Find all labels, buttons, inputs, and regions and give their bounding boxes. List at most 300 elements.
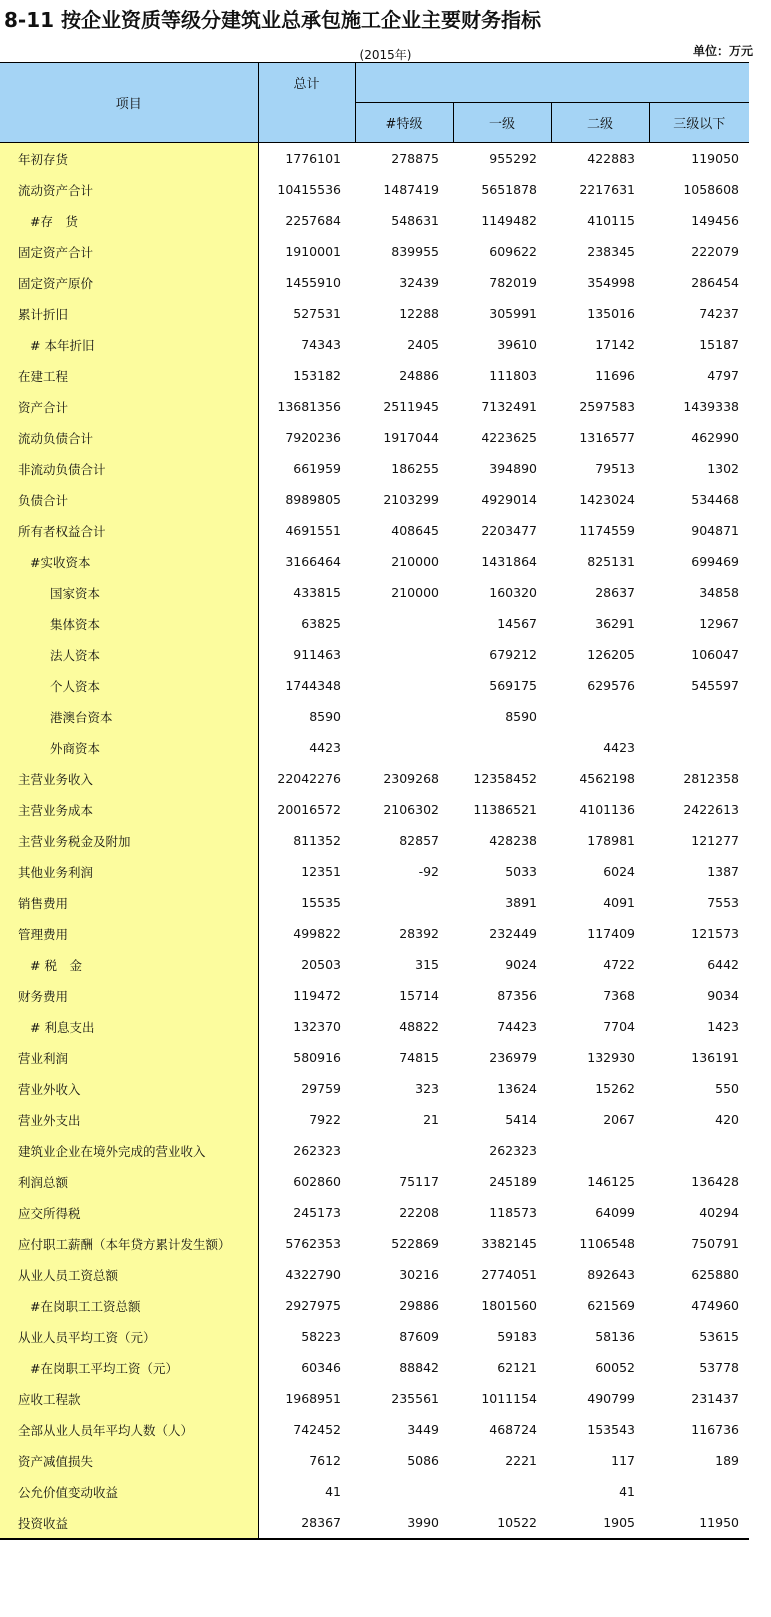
row-value: 74423: [497, 1019, 537, 1034]
row-value: 24886: [399, 368, 439, 383]
row-value: 126205: [587, 647, 635, 662]
row-value: 12351: [301, 864, 341, 879]
row-value: 116736: [691, 1422, 739, 1437]
row-value: 136191: [691, 1050, 739, 1065]
row-label: # 利息支出: [0, 1011, 258, 1042]
row-value: 679212: [489, 647, 537, 662]
row-value: 11696: [595, 368, 635, 383]
row-value: 262323: [293, 1143, 341, 1158]
row-value: 428238: [489, 833, 537, 848]
row-value: 1439338: [683, 399, 739, 414]
row-label: 流动负债合计: [0, 422, 258, 453]
row-label: 营业外支出: [0, 1104, 258, 1135]
table-row: [0, 701, 749, 732]
table-row: [0, 887, 749, 918]
row-value: 41: [619, 1484, 635, 1499]
row-value: 4423: [603, 740, 635, 755]
row-value: 2067: [603, 1112, 635, 1127]
row-value: 5033: [505, 864, 537, 879]
row-value: 88842: [399, 1360, 439, 1375]
row-value: 1917044: [383, 430, 439, 445]
row-value: 1011154: [481, 1391, 537, 1406]
table-row: [0, 1135, 749, 1166]
row-value: 121277: [691, 833, 739, 848]
year-label: (2015年): [359, 48, 412, 62]
table-row: [0, 391, 749, 422]
row-value: 4322790: [285, 1267, 341, 1282]
row-value: 8590: [505, 709, 537, 724]
header-level-special: #特级: [355, 103, 453, 143]
row-value: 3891: [505, 895, 537, 910]
row-value: 17142: [595, 337, 635, 352]
row-value: 2597583: [579, 399, 635, 414]
row-value: 41: [325, 1484, 341, 1499]
header-total: 总计: [258, 63, 355, 103]
row-value: 548631: [391, 213, 439, 228]
table-row: [0, 1321, 749, 1352]
row-value: [355, 670, 453, 701]
table-body: [0, 143, 749, 1540]
table-row: [0, 267, 749, 298]
row-value: [355, 887, 453, 918]
row-value: 1905: [551, 1507, 649, 1539]
row-label: 主营业务成本: [0, 794, 258, 825]
row-value: 839955: [391, 244, 439, 259]
row-value: 4423: [309, 740, 341, 755]
table-row: [0, 1414, 749, 1445]
table-row: [0, 174, 749, 205]
row-value: 1174559: [579, 523, 635, 538]
table-row: [0, 856, 749, 887]
row-value: 6024: [603, 864, 635, 879]
table-row: [0, 1507, 749, 1539]
row-value: 2257684: [285, 213, 341, 228]
row-value: 12358452: [473, 771, 537, 786]
row-value: 1058608: [683, 182, 739, 197]
row-value: 74343: [301, 337, 341, 352]
row-value: 63825: [301, 616, 341, 631]
row-value: 106047: [691, 647, 739, 662]
row-value: 1106548: [579, 1236, 635, 1251]
row-value: 4797: [707, 368, 739, 383]
table-row: [0, 763, 749, 794]
row-value: 13624: [497, 1081, 537, 1096]
row-value: 1801560: [481, 1298, 537, 1313]
row-value: 245189: [489, 1174, 537, 1189]
row-value: 232449: [489, 926, 537, 941]
row-value: 21: [423, 1112, 439, 1127]
row-value: 10415536: [277, 182, 341, 197]
row-value: [649, 701, 749, 732]
row-value: 625880: [691, 1267, 739, 1282]
row-value: 699469: [691, 554, 739, 569]
row-value: 87609: [399, 1329, 439, 1344]
row-value: 111803: [489, 368, 537, 383]
row-value: 34858: [699, 585, 739, 600]
row-label: 非流动负债合计: [0, 453, 258, 484]
row-value: 433815: [293, 585, 341, 600]
row-value: 14567: [497, 616, 537, 631]
table-row: [0, 949, 749, 980]
row-value: [453, 732, 551, 763]
row-value: 20503: [301, 957, 341, 972]
row-value: 911463: [293, 647, 341, 662]
row-value: 53778: [699, 1360, 739, 1375]
row-value: 15535: [301, 895, 341, 910]
table-row: [0, 639, 749, 670]
table-row: [0, 1166, 749, 1197]
row-value: 64099: [595, 1205, 635, 1220]
row-value: 117409: [587, 926, 635, 941]
table-row: [0, 577, 749, 608]
row-value: 48822: [399, 1019, 439, 1034]
row-label: 集体资本: [0, 608, 258, 639]
row-value: 119050: [691, 151, 739, 166]
row-label: 应付职工薪酬（本年贷方累计发生额）: [0, 1228, 258, 1259]
row-value: 354998: [587, 275, 635, 290]
row-label: #存 货: [0, 205, 258, 236]
row-label: 资产减值损失: [0, 1445, 258, 1476]
header-level-2: 二级: [551, 103, 649, 143]
row-value: 189: [715, 1453, 739, 1468]
row-value: -92: [418, 864, 439, 879]
row-value: 4101136: [579, 802, 635, 817]
row-value: 468724: [489, 1422, 537, 1437]
row-value: 29886: [399, 1298, 439, 1313]
row-value: 4562198: [579, 771, 635, 786]
table-row: [0, 1476, 749, 1507]
row-value: 7920236: [285, 430, 341, 445]
row-value: [551, 701, 649, 732]
table-row: [0, 980, 749, 1011]
row-value: 474960: [691, 1298, 739, 1313]
row-value: [355, 701, 453, 732]
row-value: [355, 1476, 453, 1507]
row-value: 2405: [407, 337, 439, 352]
header-level-1: 一级: [453, 103, 551, 143]
row-value: 629576: [587, 678, 635, 693]
row-value: 7553: [707, 895, 739, 910]
row-value: 121573: [691, 926, 739, 941]
row-value: 149456: [691, 213, 739, 228]
row-value: 742452: [293, 1422, 341, 1437]
row-value: 117: [611, 1453, 635, 1468]
row-value: 315: [415, 957, 439, 972]
unit-label: 单位：万元: [692, 44, 753, 58]
row-value: [355, 608, 453, 639]
row-value: 9034: [707, 988, 739, 1003]
header-level-group: [355, 63, 749, 103]
row-value: [355, 639, 453, 670]
table-row: [0, 608, 749, 639]
row-label: 年初存货: [0, 143, 258, 175]
header-total-lower: [258, 103, 355, 143]
row-label: 资产合计: [0, 391, 258, 422]
row-value: 82857: [399, 833, 439, 848]
table-row: [0, 1104, 749, 1135]
row-value: 534468: [691, 492, 739, 507]
row-value: 420: [715, 1112, 739, 1127]
row-value: 580916: [293, 1050, 341, 1065]
row-value: 286454: [691, 275, 739, 290]
row-value: 2812358: [683, 771, 739, 786]
row-value: 186255: [391, 461, 439, 476]
row-value: 7922: [309, 1112, 341, 1127]
table-row: [0, 918, 749, 949]
row-value: 5651878: [481, 182, 537, 197]
row-value: 210000: [391, 585, 439, 600]
row-value: [649, 732, 749, 763]
table-row: [0, 484, 749, 515]
row-value: 30216: [399, 1267, 439, 1282]
row-value: 750791: [691, 1236, 739, 1251]
row-value: 2221: [505, 1453, 537, 1468]
row-value: 15187: [699, 337, 739, 352]
row-value: 74815: [399, 1050, 439, 1065]
row-value: 146125: [587, 1174, 635, 1189]
row-value: 118573: [489, 1205, 537, 1220]
row-label: 港澳台资本: [0, 701, 258, 732]
row-value: 1423024: [579, 492, 635, 507]
row-value: 410115: [587, 213, 635, 228]
row-label: 主营业务收入: [0, 763, 258, 794]
row-value: 28392: [399, 926, 439, 941]
row-label: # 本年折旧: [0, 329, 258, 360]
row-value: 32439: [399, 275, 439, 290]
row-value: 394890: [489, 461, 537, 476]
row-value: 235561: [391, 1391, 439, 1406]
row-value: 3990: [355, 1507, 453, 1539]
table-row: [0, 422, 749, 453]
row-value: 892643: [587, 1267, 635, 1282]
row-label: 投资收益: [0, 1507, 258, 1539]
row-label: 全部从业人员年平均人数（人）: [0, 1414, 258, 1445]
row-value: 136428: [691, 1174, 739, 1189]
row-value: 7132491: [481, 399, 537, 414]
row-value: 262323: [489, 1143, 537, 1158]
row-value: 6442: [707, 957, 739, 972]
row-value: 22208: [399, 1205, 439, 1220]
row-value: 2511945: [383, 399, 439, 414]
row-label: 流动资产合计: [0, 174, 258, 205]
row-value: 2203477: [481, 523, 537, 538]
row-value: 10522: [453, 1507, 551, 1539]
row-value: 499822: [293, 926, 341, 941]
row-value: 132370: [293, 1019, 341, 1034]
row-label: 国家资本: [0, 577, 258, 608]
row-value: 62121: [497, 1360, 537, 1375]
row-value: 29759: [301, 1081, 341, 1096]
row-value: 74237: [699, 306, 739, 321]
row-value: 2927975: [285, 1298, 341, 1313]
row-value: 1776101: [285, 151, 341, 166]
row-label: 从业人员平均工资（元）: [0, 1321, 258, 1352]
row-value: 58223: [301, 1329, 341, 1344]
row-value: 1744348: [285, 678, 341, 693]
row-label: 利润总额: [0, 1166, 258, 1197]
row-value: [649, 1476, 749, 1507]
row-value: 231437: [691, 1391, 739, 1406]
row-value: 4691551: [285, 523, 341, 538]
row-value: 2103299: [383, 492, 439, 507]
table-row: [0, 1445, 749, 1476]
row-value: 782019: [489, 275, 537, 290]
row-value: 621569: [587, 1298, 635, 1313]
row-value: 20016572: [277, 802, 341, 817]
table-row: [0, 732, 749, 763]
table-row: [0, 143, 749, 175]
table-row: [0, 205, 749, 236]
row-label: 所有者权益合计: [0, 515, 258, 546]
row-value: 1487419: [383, 182, 439, 197]
row-value: 5414: [505, 1112, 537, 1127]
row-label: 应收工程款: [0, 1383, 258, 1414]
row-value: 11386521: [473, 802, 537, 817]
row-label: 销售费用: [0, 887, 258, 918]
row-label: 固定资产原价: [0, 267, 258, 298]
row-value: 1302: [707, 461, 739, 476]
page-title: 8-11 按企业资质等级分建筑业总承包施工企业主要财务指标: [4, 8, 542, 32]
row-value: 278875: [391, 151, 439, 166]
row-value: 238345: [587, 244, 635, 259]
row-value: 5086: [407, 1453, 439, 1468]
row-value: 569175: [489, 678, 537, 693]
row-label: # 税 金: [0, 949, 258, 980]
row-value: [355, 732, 453, 763]
table-row: [0, 329, 749, 360]
row-value: 39610: [497, 337, 537, 352]
financial-indicators-table: [0, 62, 749, 1540]
row-value: 132930: [587, 1050, 635, 1065]
table-row: [0, 1197, 749, 1228]
row-value: 15262: [595, 1081, 635, 1096]
table-row: [0, 1290, 749, 1321]
row-value: 1431864: [481, 554, 537, 569]
row-value: 79513: [595, 461, 635, 476]
table-row: [0, 236, 749, 267]
row-value: 40294: [699, 1205, 739, 1220]
row-label: #在岗职工平均工资（元）: [0, 1352, 258, 1383]
row-label: 应交所得税: [0, 1197, 258, 1228]
row-value: 2422613: [683, 802, 739, 817]
row-value: 12288: [399, 306, 439, 321]
row-value: [355, 1135, 453, 1166]
row-value: 2774051: [481, 1267, 537, 1282]
row-value: 4929014: [481, 492, 537, 507]
row-label: 建筑业企业在境外完成的营业收入: [0, 1135, 258, 1166]
header-item: 项目: [0, 63, 258, 143]
row-value: 462990: [691, 430, 739, 445]
row-value: 245173: [293, 1205, 341, 1220]
row-value: 609622: [489, 244, 537, 259]
row-label: 营业外收入: [0, 1073, 258, 1104]
row-value: 2106302: [383, 802, 439, 817]
row-value: 7368: [603, 988, 635, 1003]
row-value: 13681356: [277, 399, 341, 414]
row-value: 22042276: [277, 771, 341, 786]
row-value: 661959: [293, 461, 341, 476]
row-value: 75117: [399, 1174, 439, 1189]
row-value: 522869: [391, 1236, 439, 1251]
row-value: 160320: [489, 585, 537, 600]
row-value: 550: [715, 1081, 739, 1096]
row-label: 法人资本: [0, 639, 258, 670]
table-row: [0, 1352, 749, 1383]
row-value: 7704: [603, 1019, 635, 1034]
row-value: 4223625: [481, 430, 537, 445]
table-row: [0, 360, 749, 391]
table-row: [0, 515, 749, 546]
row-value: 4091: [603, 895, 635, 910]
table-row: [0, 825, 749, 856]
row-label: 其他业务利润: [0, 856, 258, 887]
row-value: 4722: [603, 957, 635, 972]
table-row: [0, 453, 749, 484]
row-value: 28637: [595, 585, 635, 600]
row-value: 825131: [587, 554, 635, 569]
row-label: 负债合计: [0, 484, 258, 515]
row-label: 公允价值变动收益: [0, 1476, 258, 1507]
table-row: [0, 794, 749, 825]
row-value: 3166464: [285, 554, 341, 569]
row-value: 1910001: [285, 244, 341, 259]
row-value: 53615: [699, 1329, 739, 1344]
row-value: 153543: [587, 1422, 635, 1437]
row-value: 2217631: [579, 182, 635, 197]
row-value: 8590: [309, 709, 341, 724]
row-value: 1968951: [285, 1391, 341, 1406]
row-value: 490799: [587, 1391, 635, 1406]
row-value: 28367: [258, 1507, 355, 1539]
row-value: 12967: [699, 616, 739, 631]
table-row: [0, 1228, 749, 1259]
table-row: [0, 546, 749, 577]
row-value: 60346: [301, 1360, 341, 1375]
row-value: 3382145: [481, 1236, 537, 1251]
table-row: [0, 1259, 749, 1290]
row-label: 累计折旧: [0, 298, 258, 329]
row-value: 9024: [505, 957, 537, 972]
row-value: 58136: [595, 1329, 635, 1344]
row-label: 在建工程: [0, 360, 258, 391]
row-value: 602860: [293, 1174, 341, 1189]
row-value: 955292: [489, 151, 537, 166]
row-label: 从业人员工资总额: [0, 1259, 258, 1290]
row-value: [551, 1135, 649, 1166]
row-value: 153182: [293, 368, 341, 383]
row-value: 3449: [407, 1422, 439, 1437]
row-value: 119472: [293, 988, 341, 1003]
row-value: 11950: [649, 1507, 749, 1539]
row-value: 2309268: [383, 771, 439, 786]
table-row: [0, 1073, 749, 1104]
row-label: 固定资产合计: [0, 236, 258, 267]
row-label: #实收资本: [0, 546, 258, 577]
row-label: 管理费用: [0, 918, 258, 949]
row-label: 财务费用: [0, 980, 258, 1011]
row-value: 178981: [587, 833, 635, 848]
row-value: 59183: [497, 1329, 537, 1344]
row-value: 36291: [595, 616, 635, 631]
row-value: 1316577: [579, 430, 635, 445]
row-label: 个人资本: [0, 670, 258, 701]
row-value: 60052: [595, 1360, 635, 1375]
row-value: [649, 1135, 749, 1166]
row-value: 8989805: [285, 492, 341, 507]
row-value: 222079: [691, 244, 739, 259]
header-level-3: 三级以下: [649, 103, 749, 143]
table-row: [0, 670, 749, 701]
